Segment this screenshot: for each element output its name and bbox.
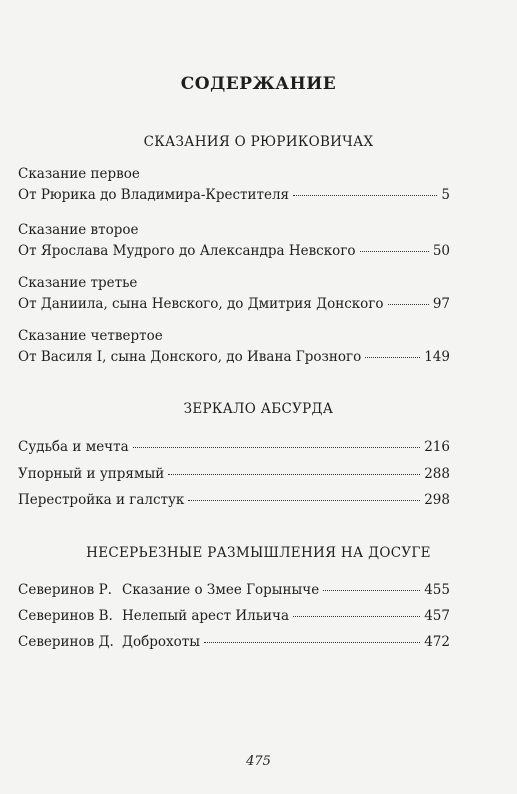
entry-page: 149 — [424, 349, 450, 365]
page-number: 475 — [246, 754, 271, 769]
page-title: СОДЕРЖАНИЕ — [180, 74, 337, 94]
toc-entry — [18, 464, 450, 485]
toc-entry — [18, 606, 450, 627]
toc-entry — [18, 273, 450, 315]
entry-page: 298 — [424, 492, 450, 508]
section-heading-absurd: ЗЕРКАЛО АБСУРДА — [183, 401, 334, 417]
toc-entry — [18, 326, 450, 368]
section-heading-rurikovichi: СКАЗАНИЯ О РЮРИКОВИЧАХ — [143, 134, 374, 150]
entry-subtitle: Сказание четвертое — [18, 328, 163, 344]
entry-title: От Рюрика до Владимира-Крестителя — [18, 187, 290, 203]
entry-title: От Ярослава Мудрого до Александра Невского — [18, 243, 356, 259]
dot-leader — [168, 474, 420, 475]
entry-title: Упорный и упрямый — [18, 466, 165, 482]
toc-entry — [18, 437, 450, 458]
entry-subtitle: Сказание второе — [18, 222, 139, 238]
entry-title: Сказание о Змее Горыныче — [122, 582, 320, 598]
entry-subtitle: Сказание первое — [18, 166, 140, 182]
entry-author: Северинов В. — [18, 608, 113, 624]
toc-entry — [18, 490, 450, 511]
dot-leader — [204, 642, 420, 643]
toc-entry — [18, 632, 450, 653]
entry-page: 50 — [432, 243, 450, 259]
entry-page: 472 — [424, 634, 450, 650]
toc-entry — [18, 220, 450, 262]
entry-title: Судьба и мечта — [18, 439, 129, 455]
dot-leader — [188, 500, 420, 501]
dot-leader — [365, 357, 420, 358]
toc-entry — [18, 580, 450, 601]
dot-leader — [388, 304, 429, 305]
entry-title: Перестройка и галстук — [18, 492, 185, 508]
dot-leader — [360, 251, 429, 252]
entry-page: 288 — [424, 466, 450, 482]
toc-entry — [18, 164, 450, 206]
section-heading-reflections: НЕСЕРЬЕЗНЫЕ РАЗМЫШЛЕНИЯ НА ДОСУГЕ — [86, 545, 431, 561]
entry-author: Северинов Д. — [18, 634, 114, 650]
entry-page: 97 — [432, 296, 450, 312]
dot-leader — [323, 590, 420, 591]
dot-leader — [293, 616, 420, 617]
dot-leader — [293, 195, 437, 196]
dot-leader — [133, 447, 421, 448]
entry-author: Северинов Р. — [18, 582, 112, 598]
entry-page: 457 — [424, 608, 450, 624]
entry-page: 216 — [424, 439, 450, 455]
entry-title: Доброхоты — [122, 634, 200, 650]
entry-title: Нелепый арест Ильича — [122, 608, 290, 624]
entry-subtitle: Сказание третье — [18, 275, 138, 291]
entry-page: 5 — [441, 187, 450, 203]
entry-page: 455 — [424, 582, 450, 598]
entry-title: От Даниила, сына Невского, до Дмитрия Донского — [18, 296, 384, 312]
entry-title: От Василя I, сына Донского, до Ивана Грозного — [18, 349, 362, 365]
